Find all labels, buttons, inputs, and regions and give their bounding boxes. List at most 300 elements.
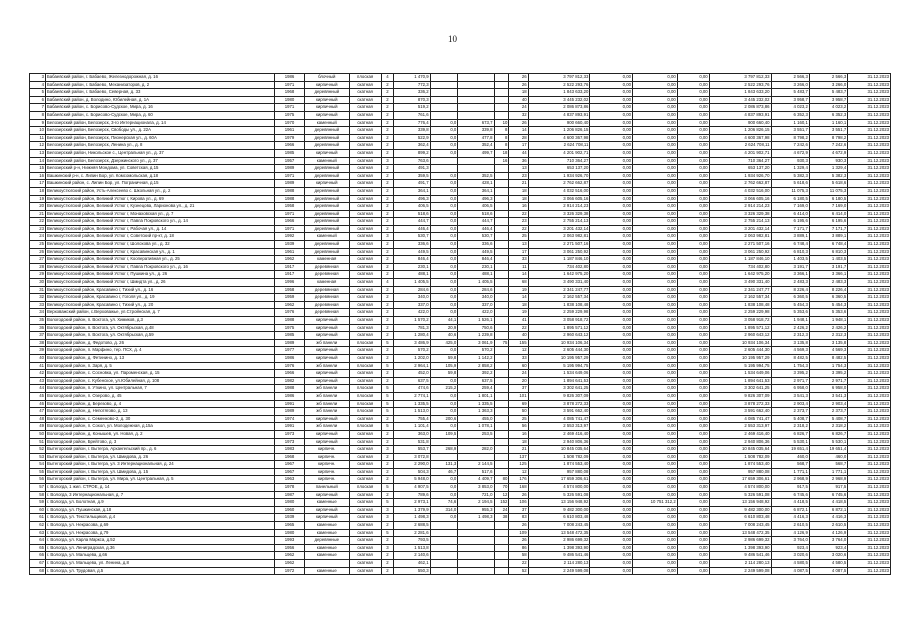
table-cell: 26 [509, 74, 528, 82]
table-cell: 1939 [275, 514, 305, 522]
table-cell: Вытегорский район, г. Вытегра, Архангельский пр., д. 6 [45, 446, 274, 454]
table-cell: 1989 [275, 180, 305, 188]
table-cell: 2 [381, 81, 394, 89]
table-cell: Великоустюгский район, Красавино г, Гоголя ул., д. 19 [45, 294, 274, 302]
table-cell: 5 483,7 [771, 89, 809, 97]
table-cell: 2 858,2 [458, 362, 494, 370]
table-cell: 0,00 [677, 172, 709, 180]
table-cell: Вытегорский район, г. Вытегра, ул. Шмидова, д. 26 [45, 453, 274, 461]
table-cell: 9 826 307,09 [709, 392, 771, 400]
table-cell: 5 195 994,75 [528, 362, 590, 370]
table-cell: 31.12.2023 [848, 529, 891, 537]
table-cell: 2 960 643,12 [528, 332, 590, 340]
table-cell: 44 [509, 149, 528, 157]
table-cell: 25 [509, 415, 528, 423]
table-cell: 31.12.2023 [848, 385, 891, 393]
table-row [30, 301, 891, 309]
table-cell: 3 135,8 [809, 339, 847, 347]
table-cell: Великоустюгский район, Великий Устюг г, Шолохова ул., д. 32 [45, 241, 274, 249]
table-cell: 0,00 [677, 195, 709, 203]
table-cell: 4 580,5 [809, 560, 847, 568]
table-cell: 1 534 649,06 [528, 370, 590, 378]
table-cell: 1 838 108,48 [709, 301, 771, 309]
table-cell: Бабаевский район, г. Бабаево, Северная, д. 33 [45, 89, 274, 97]
table-cell: 13 156 948,92 [709, 499, 771, 507]
table-cell: 1992 [275, 233, 305, 241]
table-cell: 1988 [275, 187, 305, 195]
table-cell: 176 [509, 476, 528, 484]
table-cell: 83 [509, 514, 528, 522]
table-cell: 56 [30, 476, 46, 484]
table-cell: 3 551,7 [809, 127, 847, 135]
table-cell: 1 379,9 [394, 506, 430, 514]
table-cell: 364,1 [458, 187, 494, 195]
table-cell: 2 086 873,86 [709, 104, 771, 112]
table-cell: скатная [349, 332, 381, 340]
table-cell: жб панели [304, 339, 349, 347]
table-cell: 776,4 [394, 119, 430, 127]
table-cell: 31.12.2023 [848, 225, 891, 233]
table-cell: деревянный [304, 248, 349, 256]
table-cell: 24 [509, 370, 528, 378]
table-cell: 0,00 [677, 286, 709, 294]
table-cell: 0,00 [677, 484, 709, 492]
table-cell: 761,6 [394, 111, 430, 119]
table-cell: скатная [349, 537, 381, 545]
table-cell: 109,5 [430, 430, 458, 438]
table-cell: 2 [381, 537, 394, 545]
table-row [30, 430, 891, 438]
table-cell: 2 426,2 [809, 324, 847, 332]
table-cell: 1 470,9 [394, 74, 430, 82]
table-cell: 7 242,6 [771, 142, 809, 150]
table-row [30, 522, 891, 530]
table-row [30, 468, 891, 476]
table-cell: 31.12.2023 [848, 96, 891, 104]
table-cell: 522,9 [394, 134, 430, 142]
table-cell: 637,5 [394, 377, 430, 385]
table-cell: 3 486,9 [394, 339, 430, 347]
table-cell: 1968 [275, 453, 305, 461]
table-cell: 0,00 [633, 453, 678, 461]
table-cell: 0,00 [633, 195, 678, 203]
table-cell: 0,00 [633, 165, 678, 173]
table-cell: 28 [509, 134, 528, 142]
table-cell: 3 191,7 [771, 263, 809, 271]
table-cell: 16 [509, 203, 528, 211]
table-cell [458, 104, 494, 112]
table-cell [494, 180, 509, 188]
table-cell: 62 [30, 522, 46, 530]
table-cell: деревянная [304, 271, 349, 279]
table-cell: 0,00 [590, 309, 633, 317]
table-cell: 2 [381, 96, 394, 104]
table-cell: скатная [349, 522, 381, 530]
table-cell: 4 418,5 [809, 499, 847, 507]
table-cell: 2 [381, 377, 394, 385]
table-cell: 7 242,6 [809, 142, 847, 150]
table-cell: скатная [349, 119, 381, 127]
table-cell: 0,0 [430, 248, 458, 256]
table-cell: деревянная [304, 286, 349, 294]
table-cell: 1 498,3 [458, 514, 494, 522]
table-cell: 27 [30, 256, 46, 264]
table-cell: 2 755 214,13 [709, 218, 771, 226]
table-cell: 31.12.2023 [848, 544, 891, 552]
table-cell: 4 580,5 [771, 560, 809, 568]
table-cell: 930,3 [809, 157, 847, 165]
table-cell: 0,0 [430, 294, 458, 302]
table-cell: 1996 [275, 279, 305, 287]
table-row [30, 309, 891, 317]
table-cell: 6 610 803,48 [528, 514, 590, 522]
table-cell: 31.12.2023 [848, 172, 891, 180]
table-cell: Вытегорский район, г. Вытегра, ул. Мира, ул. Центральная, д. 5 [45, 476, 274, 484]
table-cell: 31.12.2023 [848, 506, 891, 514]
table-cell: скатная [349, 134, 381, 142]
table-cell: 2 624 708,11 [709, 142, 771, 150]
table-cell: 2 605 444,30 [528, 347, 590, 355]
table-cell: 781,3 [394, 324, 430, 332]
table-cell: 1 508 782,09 [709, 453, 771, 461]
table-cell: Великоустюгский район, Великий Устюг г, Кузнецова, Ларионова ул., д. 21 [45, 203, 274, 211]
table-cell: 5 408,7 [771, 415, 809, 423]
table-cell: 0,00 [677, 104, 709, 112]
table-cell: 0,00 [590, 560, 633, 568]
table-cell: 2 [381, 415, 394, 423]
table-cell: 3 853,0 [458, 484, 494, 492]
table-row [30, 180, 891, 188]
table-cell: 2 [381, 560, 394, 568]
table-cell: 336,6 [394, 241, 430, 249]
table-cell [494, 567, 509, 575]
table-cell: 0,00 [677, 309, 709, 317]
table-cell: 0,0 [430, 134, 458, 142]
table-cell: 31.12.2023 [848, 279, 891, 287]
table-cell: 56 [509, 423, 528, 431]
table-cell: 491,3 [394, 165, 430, 173]
table-cell: 13 548 472,35 [709, 529, 771, 537]
table-cell: 789,6 [394, 491, 430, 499]
table-cell: 8 [494, 127, 509, 135]
table-cell: 846,4 [394, 256, 430, 264]
table-cell: кирпичн. [304, 476, 349, 484]
table-cell: 3 066 605,16 [709, 195, 771, 203]
table-cell: кирпичный [304, 149, 349, 157]
table-cell: скатная [349, 256, 381, 264]
table-cell: 1974 [275, 415, 305, 423]
table-cell: 31.12.2023 [848, 522, 891, 530]
table-cell: 734 402,80 [528, 263, 590, 271]
table-cell: 1 142,2 [458, 354, 494, 362]
table-cell: 1965 [275, 522, 305, 530]
table-cell: 0,00 [590, 468, 633, 476]
table-cell: 2 312,3 [809, 332, 847, 340]
table-row [30, 324, 891, 332]
table-cell: 2 522 293,76 [709, 81, 771, 89]
table-cell: 25 [30, 241, 46, 249]
table-cell: жб панели [304, 362, 349, 370]
table-cell: 32 [30, 294, 46, 302]
table-cell: 4 418,5 [771, 499, 809, 507]
table-cell: 710 364,27 [528, 157, 590, 165]
table-cell: скатная [349, 279, 381, 287]
table-cell: 0,00 [677, 157, 709, 165]
table-cell: 2 [381, 309, 394, 317]
table-cell: 39 [30, 347, 46, 355]
table-cell: 2 373,7 [771, 408, 809, 416]
table-cell: 0,00 [677, 294, 709, 302]
table-cell: 0,00 [633, 74, 678, 82]
table-row [30, 271, 891, 279]
table-cell: 0,00 [633, 210, 678, 218]
table-cell: 0,00 [590, 461, 633, 469]
table-row [30, 149, 891, 157]
table-cell: Вологодский район, Брейтово, д. 3 [45, 438, 274, 446]
table-cell: 10 845 035,64 [528, 446, 590, 454]
table-cell: 2 [381, 149, 394, 157]
table-cell: 2 [381, 187, 394, 195]
table-cell: 0,00 [633, 256, 678, 264]
table-cell: 2 960 643,12 [709, 332, 771, 340]
table-cell: 10 [494, 119, 509, 127]
table-cell: 17 [509, 142, 528, 150]
table-cell: 0,00 [633, 248, 678, 256]
table-cell: 0,00 [633, 233, 678, 241]
table-cell: 2 483,3 [771, 279, 809, 287]
table-cell: 31.12.2023 [848, 134, 891, 142]
table-body [30, 74, 891, 575]
table-cell: 955,3 [458, 506, 494, 514]
table-cell: 0,0 [430, 347, 458, 355]
table-cell: 1 513,0 [394, 408, 430, 416]
table-cell: 1 403,5 [771, 256, 809, 264]
table-cell: 18 [509, 438, 528, 446]
table-cell: 1967 [275, 468, 305, 476]
table-cell: 4 085 741,47 [709, 415, 771, 423]
table-cell: скатная [349, 225, 381, 233]
table-cell: 5 483,7 [809, 89, 847, 97]
table-cell: скатная [349, 446, 381, 454]
table-cell: 3 266,0 [771, 81, 809, 89]
table-cell: 1 398 393,90 [528, 544, 590, 552]
table-cell: деревянная [304, 301, 349, 309]
table-cell: 1 534 649,06 [709, 370, 771, 378]
table-cell: 2 259 229,98 [709, 309, 771, 317]
table-cell: 0,00 [590, 347, 633, 355]
table-cell: 0,00 [590, 544, 633, 552]
table-cell: 2 312,3 [771, 332, 809, 340]
table-cell: 41 [509, 317, 528, 325]
table-cell: 16 [509, 430, 528, 438]
table-cell: 0,0 [430, 256, 458, 264]
table-row [30, 567, 891, 575]
table-cell [494, 377, 509, 385]
table-cell: 17 659 306,61 [528, 476, 590, 484]
table-cell: 59,8 [430, 370, 458, 378]
table-cell: 3 302 641,25 [528, 385, 590, 393]
table-cell [494, 74, 509, 82]
table-cell: 2 610,5 [809, 522, 847, 530]
table-cell: 0,00 [677, 461, 709, 469]
table-cell [430, 529, 458, 537]
table-cell: 0,00 [590, 362, 633, 370]
table-cell [430, 81, 458, 89]
table-row [30, 104, 891, 112]
table-cell: 0,00 [590, 408, 633, 416]
table-cell: 0,0 [430, 408, 458, 416]
table-cell: 3 764,0 [809, 537, 847, 545]
table-cell: 2 986 699,32 [709, 537, 771, 545]
table-cell: 31.12.2023 [848, 263, 891, 271]
table-cell: 3 058 918,72 [709, 317, 771, 325]
table-cell: Вологодский район, д. Конышев, ул. Новая, д. 2 [45, 430, 274, 438]
table-cell: 1966 [275, 370, 305, 378]
table-cell: 0,00 [677, 423, 709, 431]
table-cell: скатная [349, 453, 381, 461]
table-cell [494, 195, 509, 203]
table-cell: 0,00 [633, 317, 678, 325]
table-cell [430, 74, 458, 82]
table-row [30, 286, 891, 294]
table-cell: 1 078,1 [458, 423, 494, 431]
table-cell: 0,00 [633, 362, 678, 370]
table-cell: плоская [349, 408, 381, 416]
table-cell: скатная [349, 370, 381, 378]
table-cell: 13 [509, 165, 528, 173]
table-cell: 3 366,1 [771, 271, 809, 279]
table-cell: 570,2 [458, 347, 494, 355]
table-cell: Бабаевский район, г. Бабаево, Железнодорожная, д. 16 [45, 74, 274, 82]
table-cell: 13 548 472,35 [528, 529, 590, 537]
table-cell: 168 [509, 484, 528, 492]
table-cell: 5 195 994,75 [709, 362, 771, 370]
table-cell: 1960 [275, 506, 305, 514]
table-cell: 339,8 [394, 127, 430, 135]
table-cell: 14 [509, 294, 528, 302]
table-cell: 52 [30, 446, 46, 454]
table-cell: 0,00 [633, 203, 678, 211]
table-row [30, 241, 891, 249]
table-cell: 0,00 [677, 552, 709, 560]
table-cell: 3 [381, 506, 394, 514]
table-cell: 8 [494, 134, 509, 142]
table-cell: 2 [381, 438, 394, 446]
table-cell: 1 934 926,70 [709, 172, 771, 180]
table-row [30, 74, 891, 82]
table-cell: 4 672,9 [771, 149, 809, 157]
table-cell: Белозерский район, Белозерск, Свободы ул., д. 22А [45, 127, 274, 135]
table-cell: 0,00 [590, 111, 633, 119]
table-cell: 10 195 957,29 [528, 354, 590, 362]
table-cell [458, 537, 494, 545]
table-cell: 0,00 [633, 438, 678, 446]
table-cell: 491,7 [394, 180, 430, 188]
table-cell: г. Вологда, ул. Трудовая, д.5 [45, 567, 274, 575]
table-cell: 2 [381, 263, 394, 271]
table-cell: деревянный [304, 142, 349, 150]
table-cell: 21 [30, 210, 46, 218]
table-cell: 0,00 [590, 354, 633, 362]
table-cell: 0,00 [633, 332, 678, 340]
table-cell: 0,00 [590, 81, 633, 89]
table-cell: 0,00 [677, 544, 709, 552]
table-cell: 444,7 [458, 218, 494, 226]
table-cell: 68 [30, 567, 46, 575]
table-cell: 2 [381, 430, 394, 438]
table-cell: 0,0 [430, 127, 458, 135]
table-cell [430, 552, 458, 560]
table-cell: 2 968,9 [809, 476, 847, 484]
table-cell: 0,00 [677, 127, 709, 135]
table-cell: 16 [30, 172, 46, 180]
table-cell: 31.12.2023 [848, 324, 891, 332]
table-cell: Вологодский район, п. Сокол, ул. Молодежная, д.15а [45, 423, 274, 431]
table-cell: 11 075,3 [809, 187, 847, 195]
table-cell: 0,00 [677, 74, 709, 82]
table-cell: деревянный [304, 172, 349, 180]
table-cell: 0,00 [633, 218, 678, 226]
table-cell: 0,00 [677, 142, 709, 150]
table-cell: 4 837 893,91 [528, 111, 590, 119]
table-cell [494, 263, 509, 271]
table-cell: 20,9 [430, 324, 458, 332]
table-cell: 50 [509, 408, 528, 416]
table-cell: 3 541,3 [809, 392, 847, 400]
table-cell: 0,00 [633, 324, 678, 332]
table-cell [494, 203, 509, 211]
table-cell: 8 226,4 [809, 286, 847, 294]
table-cell: 3 445 232,02 [709, 96, 771, 104]
table-cell: 923,4 [771, 544, 809, 552]
table-cell [494, 552, 509, 560]
table-cell: 0,00 [677, 165, 709, 173]
table-cell: 31.12.2023 [848, 552, 891, 560]
table-cell [494, 256, 509, 264]
table-cell: г. Вологда, ул. Пушкинская, д.18 [45, 506, 274, 514]
table-cell: 425,0 [430, 339, 458, 347]
table-cell: 337,0 [458, 301, 494, 309]
table-cell: скатная [349, 104, 381, 112]
table-cell: панельный [304, 484, 349, 492]
table-cell: 2 553 313,97 [709, 423, 771, 431]
table-cell: 155 [509, 339, 528, 347]
table-cell: 31.12.2023 [848, 339, 891, 347]
table-cell: 0,00 [633, 415, 678, 423]
table-cell: 899,2 [394, 149, 430, 157]
table-cell: 13 [509, 241, 528, 249]
table-cell: 0,0 [430, 210, 458, 218]
table-cell: 0,00 [677, 81, 709, 89]
table-cell: 46 [30, 400, 46, 408]
table-cell: г. Вологда, ул. Мальцева, д.66 [45, 552, 274, 560]
table-cell: 2 [381, 104, 394, 112]
table-cell: 0,00 [590, 491, 633, 499]
table-cell: плоская [349, 484, 381, 492]
table-cell: 31.12.2023 [848, 187, 891, 195]
table-row [30, 415, 891, 423]
table-cell: 5 948,0 [394, 476, 430, 484]
table-cell: 1 498,3 [394, 514, 430, 522]
table-cell: 1 895 571,12 [528, 324, 590, 332]
table-cell: 3 [381, 233, 394, 241]
table-cell [494, 187, 509, 195]
table-cell: деревянный [304, 218, 349, 226]
table-row [30, 233, 891, 241]
table-cell: 31.12.2023 [848, 461, 891, 469]
table-cell: 0,00 [633, 127, 678, 135]
table-cell: Вологодский район, д. Березово, д. 4 [45, 400, 274, 408]
